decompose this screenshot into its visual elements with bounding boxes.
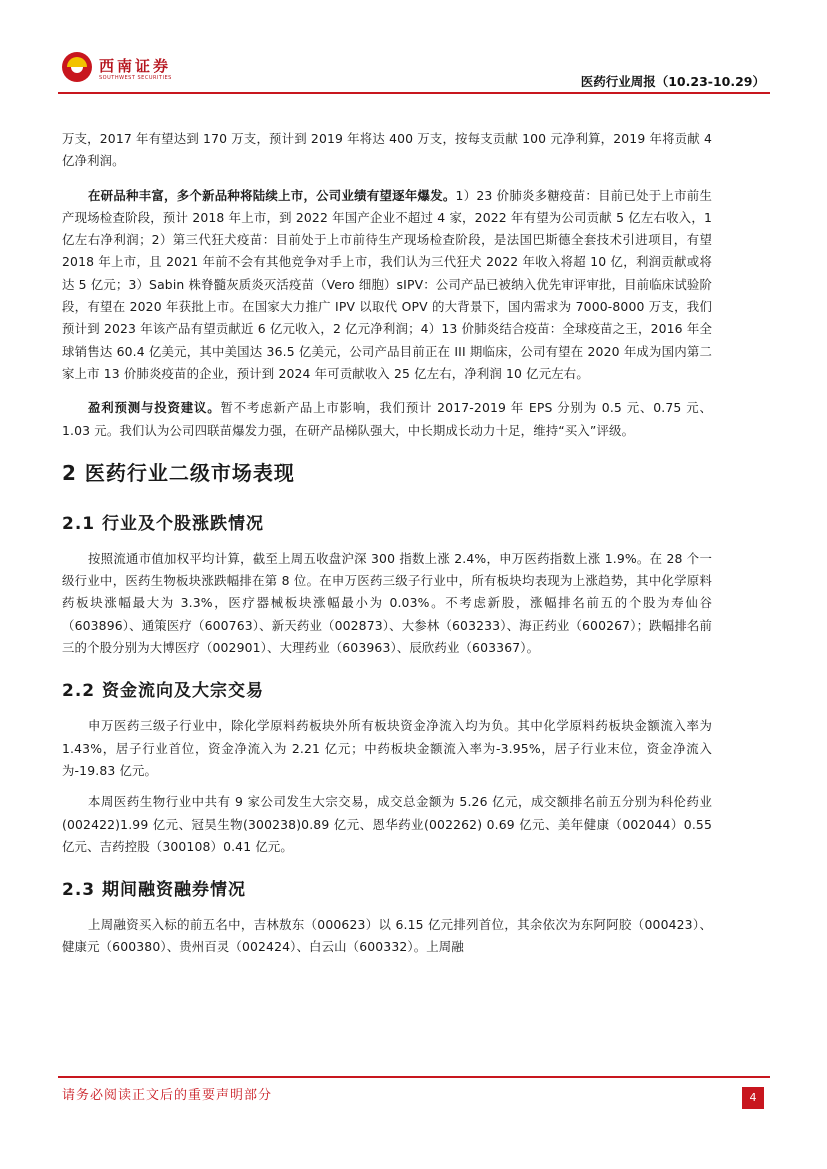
paragraph-forecast-text: 暂不考虑新产品上市影响，我们预计 2017-2019 年 EPS 分别为 0.5 元、0.75 元、1.03 元。我们认为公司四联苗爆发力强，在研产品梯队强大，中长期成长动力十足，维持“买入”评级。: [62, 400, 713, 438]
subsection-heading-2-2: 2.2 资金流向及大宗交易: [62, 681, 265, 702]
southwest-securities-logo-icon: [62, 52, 92, 82]
report-title: 医药行业周报（10.23-10.29）: [580, 74, 765, 89]
disclaimer-note: 请务必阅读正文后的重要声明部分: [62, 1088, 273, 1103]
page-header: [0, 0, 827, 95]
paragraph-margin-trading: 上周融资买入标的前五名中，吉林敖东（000623）以 6.15 亿元排列首位，其余依次为东阿阿胶（000423）、健康元（600380）、贵州百灵（002424）、白云山（600332）。上周融: [62, 917, 712, 955]
brand-name-cn: 西南证券: [99, 57, 172, 75]
header-divider: [58, 92, 770, 94]
paragraph-block-trades: 本周医药生物行业中共有 9 家公司发生大宗交易，成交总金额为 5.26 亿元，成交额排名前五分别为科伦药业(002422)1.99 亿元、冠昊生物(300238)0.89 亿元、恩华药业(002262) 0.69 亿元、美年健康（002044）0.55 亿元、吉药控股（300108）0.41 亿元。: [62, 794, 712, 854]
paragraph-pipeline-lead: 在研品种丰富，多个新品种将陆续上市，公司业绩有望逐年爆发。: [88, 187, 456, 203]
document-body: [62, 128, 712, 959]
paragraph-market-performance: 按照流通市值加权平均计算，截至上周五收盘沪深 300 指数上涨 2.4%，申万医药指数上涨 1.9%。在 28 个一级行业中，医药生物板块涨跌幅排在第 8 位。在申万医药三级子行业中，所有板块均表现为上涨趋势，其中化学原料药板块涨幅最大为 3.3%，医疗器械板块涨幅最小为 0.03%。不考虑新股，涨幅排名前五的个股为寿仙谷（603896）、通策医疗（600763）、新天药业（002873）、大参林（603233）、海正药业（600267）；跌幅排名前三的个股分别为大博医疗（002901）、大理药业（603963）、辰欣药业（603367）。: [62, 550, 712, 656]
subsection-heading-2-1: 2.1 行业及个股涨跌情况: [62, 513, 265, 534]
paragraph-forecast: [62, 397, 712, 442]
paragraph-pipeline: [62, 185, 712, 386]
paragraph-continued: 万支，2017 年有望达到 170 万支，预计到 2019 年将达 400 万支，按每支贡献 100 元净利算，2019 年将贡献 4 亿净利润。: [62, 131, 712, 169]
page-number: 4: [742, 1087, 764, 1109]
paragraph-pipeline-text: 1）23 价肺炎多糖疫苗：目前已处于上市前生产现场检查阶段，预计 2018 年上市，到 2022 年国产企业不超过 4 家，2022 年有望为公司贡献 5 亿左右收入，1 亿左右净利润；2）第三代狂犬疫苗：目前处于上市前待生产现场检查阶段，是法国巴斯德全套技术引进项目，有望 2018 年上市，且 2021 年前不会有其他竞争对手上市，我们认为三代狂犬 2022 年收入将超 10 亿，利润贡献或将达 5 亿元；3）Sabin 株脊髓灰质炎灭活疫苗（Vero 细胞）sIPV：公司产品已被纳入优先审评审批，目前临床试验阶段，有望在 2020 年获批上市。在国家大力推广 IPV 以取代 OPV 的大背景下，国内需求为 7000-8000 万支，我们预计到 2023 年该产品有望贡献近 6 亿元收入，2 亿元净利润；4）13 价肺炎结合疫苗：全球疫苗之王，2016 年全球销售达 60.4 亿美元，其中美国达 36.5 亿美元，公司产品目前正在 III 期临床，公司有望在 2020 年成为国内第二家上市 13 价肺炎疫苗的企业，预计到 2024 年可贡献收入 25 亿左右，净利润 10 亿元左右。: [62, 187, 712, 381]
footer-divider: [58, 1076, 770, 1078]
section-heading-2: 2 医药行业二级市场表现: [62, 460, 295, 485]
subsection-heading-2-3: 2.3 期间融资融券情况: [62, 880, 247, 901]
brand-name-en: SOUTHWEST SECURITIES: [99, 75, 172, 81]
paragraph-forecast-lead: 盈利预测与投资建议。: [88, 400, 221, 416]
paragraph-capital-flow: 申万医药三级子行业中，除化学原料药板块外所有板块资金净流入均为负。其中化学原料药板块金额流入率为 1.43%，居子行业首位，资金净流入为 2.21 亿元；中药板块金额流入率为-3.95%，居子行业末位，资金净流入为-19.83 亿元。: [62, 718, 712, 778]
